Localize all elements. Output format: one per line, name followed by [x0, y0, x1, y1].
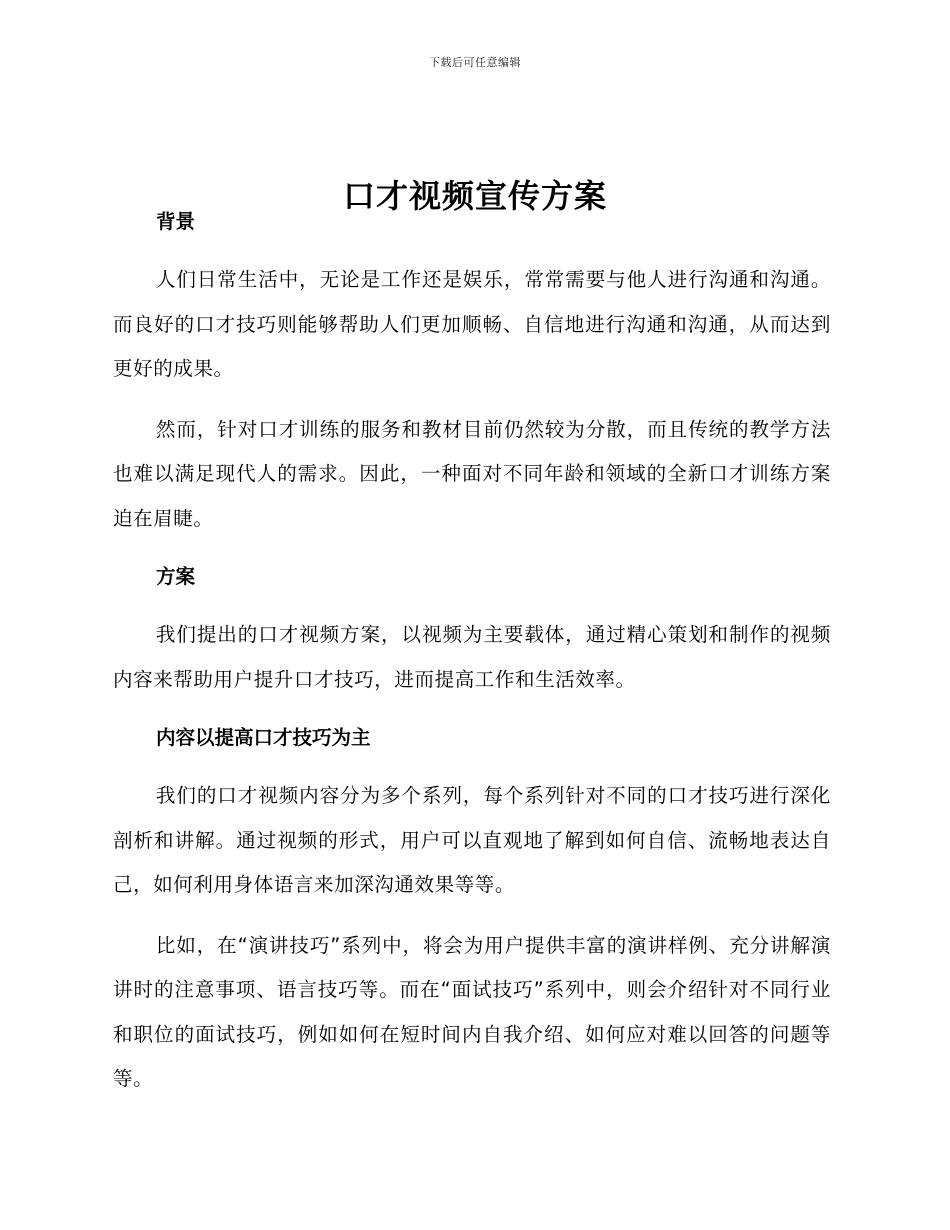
header-note: 下载后可任意编辑 [429, 56, 521, 69]
section-heading-plan: 方案 [156, 565, 196, 588]
document-title: 口才视频宣传方案 [342, 177, 607, 216]
section-heading-background: 背景 [156, 210, 196, 233]
paragraph: 我们的口才视频内容分为多个系列，每个系列针对不同的口才技巧进行深化剖析和讲解。通过视频的形式，用户可以直观地了解到如何自信、流畅地表达自己，如何利用身体语言来加深沟通效果等等。 [113, 784, 831, 896]
paragraph: 比如，在“演讲技巧”系列中，将会为用户提供丰富的演讲样例、充分讲解演讲时的注意事项、语言技巧等。而在“面试技巧”系列中，则会介绍针对不同行业和职位的面试技巧，例如如何在短时间内自我介绍、如何应对难以回答的问题等等。 [113, 933, 831, 1090]
paragraph: 然而，针对口才训练的服务和教材目前仍然较为分散，而且传统的教学方法也难以满足现代人的需求。因此，一种面对不同年龄和领域的全新口才训练方案迫在眉睫。 [113, 417, 831, 530]
section-heading-content: 内容以提高口才技巧为主 [156, 726, 371, 749]
paragraph: 我们提出的口才视频方案，以视频为主要载体，通过精心策划和制作的视频内容来帮助用户提升口才技巧，进而提高工作和生活效率。 [113, 623, 831, 691]
document-body [113, 200, 831, 1102]
paragraph: 人们日常生活中，无论是工作还是娱乐，常常需要与他人进行沟通和沟通。而良好的口才技巧则能够帮助人们更加顺畅、自信地进行沟通和沟通，从而达到更好的成果。 [113, 268, 831, 380]
